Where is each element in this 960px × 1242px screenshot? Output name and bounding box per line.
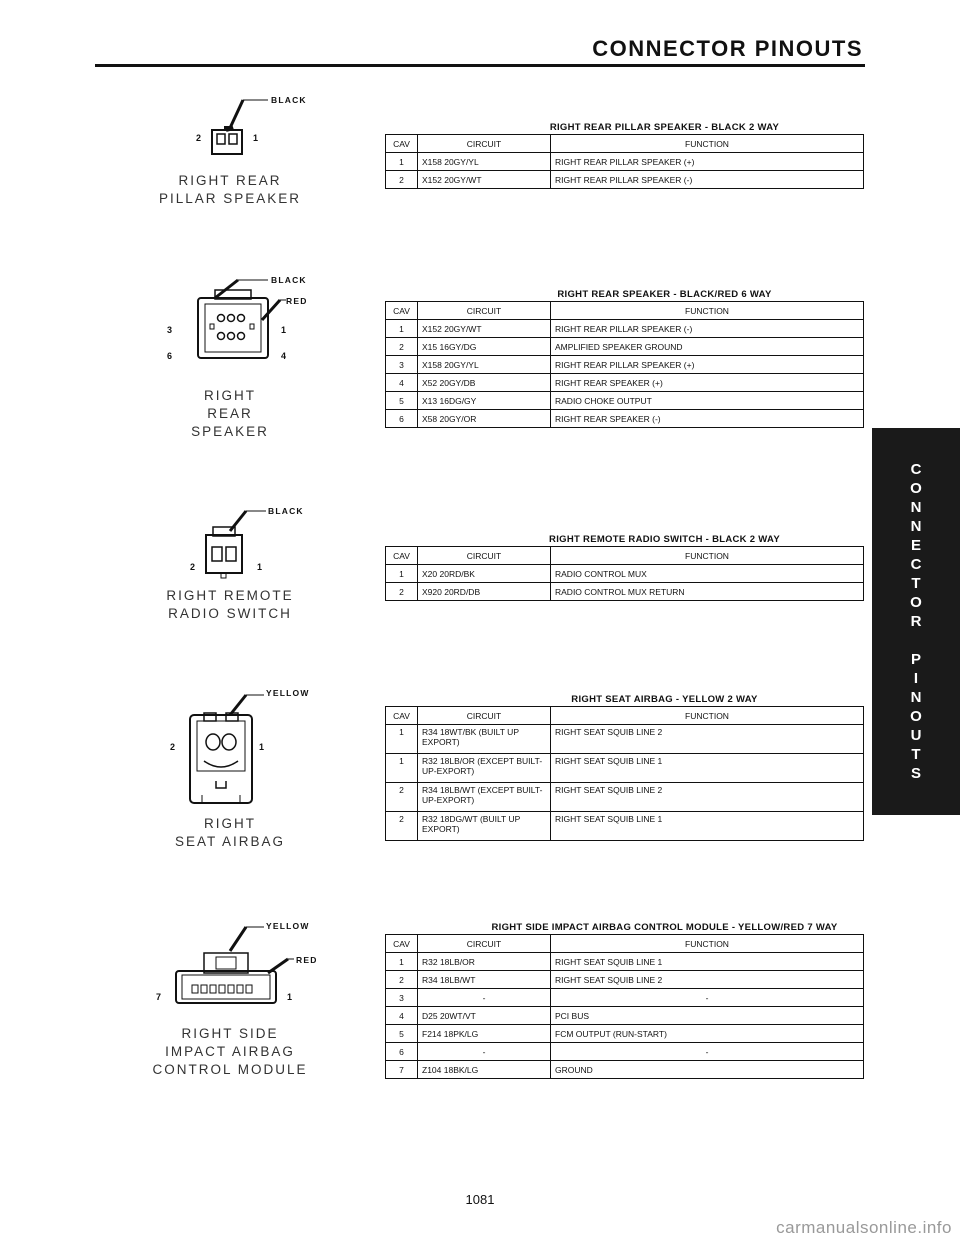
connector-name: RIGHT SEAT AIRBAG [174,816,286,849]
table-header-row: CAV CIRCUIT FUNCTION [386,707,864,725]
connector-2way-icon [140,503,340,583]
pinout-table [385,546,864,601]
connector-name: RIGHT SIDE IMPACT AIRBAG CONTROL MODULE [152,1026,308,1077]
pinout-table [385,706,864,841]
color-label: YELLOW [266,688,310,698]
pinout-table-block [385,121,864,189]
connector-2way-icon [140,88,340,168]
pinout-table-block [385,288,864,428]
connector-7way-icon [140,915,340,1015]
table-row: 1 X152 20GY/WT RIGHT REAR PILLAR SPEAKER (-) [386,320,864,338]
table-row: 5 X13 16DG/GY RADIO CHOKE OUTPUT [386,392,864,410]
table-title: RIGHT SIDE IMPACT AIRBAG CONTROL MODULE - YELLOW/RED 7 WAY [491,922,838,933]
table-row: 6 X58 20GY/OR RIGHT REAR SPEAKER (-) [386,410,864,428]
color-label: YELLOW [266,921,310,931]
pin-label: 2 [190,562,196,572]
table-row: 2 X152 20GY/WT RIGHT REAR PILLAR SPEAKER (-) [386,171,864,189]
table-header-row: CAV CIRCUIT FUNCTION [386,135,864,153]
color-label: RED [286,296,308,306]
pin-label: 4 [281,351,287,361]
table-row: 6 - - [386,1043,864,1061]
table-row: 1 R32 18LB/OR RIGHT SEAT SQUIB LINE 1 [386,953,864,971]
table-row: 2 X920 20RD/DB RADIO CONTROL MUX RETURN [386,583,864,601]
pin-label: 1 [287,992,293,1002]
color-label: BLACK [271,95,307,105]
page-title: CONNECTOR PINOUTS [592,36,863,61]
pin-label: 2 [170,742,176,752]
table-row: 1 X158 20GY/YL RIGHT REAR PILLAR SPEAKER (+) [386,153,864,171]
pinout-table [385,934,864,1079]
table-title: RIGHT REAR PILLAR SPEAKER - BLACK 2 WAY [549,122,780,133]
table-row: 1 R32 18LB/OR (EXCEPT BUILT-UP-EXPORT) RIGHT SEAT SQUIB LINE 1 [386,754,864,783]
color-label: BLACK [268,506,304,516]
table-row: 2 R32 18DG/WT (BUILT UP EXPORT) RIGHT SEAT SQUIB LINE 1 [386,812,864,841]
pinout-table [385,134,864,189]
pinout-table [385,301,864,428]
table-row: 2 R34 18LB/WT (EXCEPT BUILT-UP-EXPORT) RIGHT SEAT SQUIB LINE 2 [386,783,864,812]
table-row: 4 D25 20WT/VT PCI BUS [386,1007,864,1025]
pin-label: 1 [259,742,265,752]
pinout-table-block [385,693,864,841]
header-rule [95,64,865,67]
pin-label: 7 [156,992,162,1002]
table-row: 1 X20 20RD/BK RADIO CONTROL MUX [386,565,864,583]
pin-label: 1 [253,133,259,143]
table-row: 2 X15 16GY/DG AMPLIFIED SPEAKER GROUND [386,338,864,356]
connector-name: RIGHT REMOTE RADIO SWITCH [166,588,294,621]
pinout-table-block [385,533,864,601]
pin-label: 1 [281,325,287,335]
connector-name: RIGHT REAR SPEAKER [191,388,269,439]
table-row: 4 X52 20GY/DB RIGHT REAR SPEAKER (+) [386,374,864,392]
table-row: 7 Z104 18BK/LG GROUND [386,1061,864,1079]
table-row: 1 R34 18WT/BK (BUILT UP EXPORT) RIGHT SEAT SQUIB LINE 2 [386,725,864,754]
section-tab-label: C O N N E C T O R P I N O U T S [910,461,922,782]
connector-name: RIGHT REAR PILLAR SPEAKER [158,173,302,206]
pin-label: 1 [257,562,263,572]
table-header-row: CAV CIRCUIT FUNCTION [386,935,864,953]
pin-label: 3 [167,325,173,335]
table-title: RIGHT SEAT AIRBAG - YELLOW 2 WAY [571,694,758,705]
table-title: RIGHT REAR SPEAKER - BLACK/RED 6 WAY [557,289,772,300]
table-row: 3 X158 20GY/YL RIGHT REAR PILLAR SPEAKER (+) [386,356,864,374]
table-header-row: CAV CIRCUIT FUNCTION [386,547,864,565]
color-label: BLACK [271,275,307,285]
section-tab [872,428,960,815]
table-row: 2 R34 18LB/WT RIGHT SEAT SQUIB LINE 2 [386,971,864,989]
page-number: 1081 [465,1192,495,1207]
pin-label: 2 [196,133,202,143]
watermark[interactable]: carmanualsonline.info [776,1218,952,1237]
table-row: 3 - - [386,989,864,1007]
pinout-table-block [385,921,864,1079]
pin-label: 6 [167,351,173,361]
color-label: RED [296,955,318,965]
table-header-row: CAV CIRCUIT FUNCTION [386,302,864,320]
table-title: RIGHT REMOTE RADIO SWITCH - BLACK 2 WAY [549,534,780,545]
table-row: 5 F214 18PK/LG FCM OUTPUT (RUN-START) [386,1025,864,1043]
